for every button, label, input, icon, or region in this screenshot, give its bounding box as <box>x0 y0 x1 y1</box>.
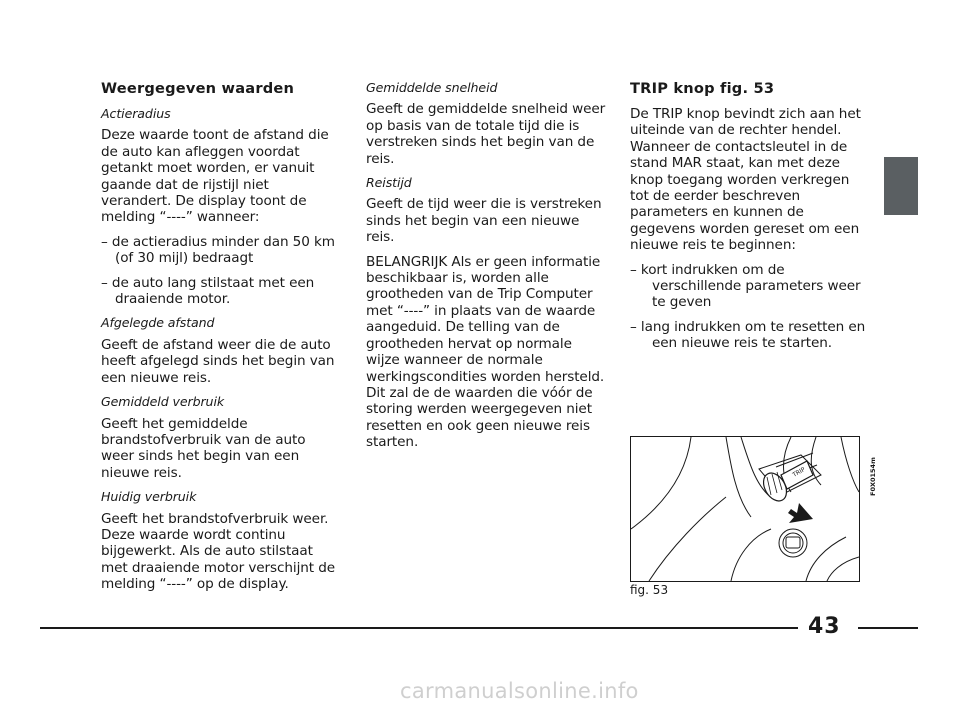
paragraph-huidig-verbruik: Geeft het brandstofverbruik weer. Deze waarde wordt continu bijgewerkt. Als de auto stilstaat met draaiende motor verschijnt de melding “----” op de display. <box>101 510 336 593</box>
figure-caption: fig. 53 <box>630 583 669 597</box>
paragraph-afgelegde-afstand: Geeft de afstand weer die de auto heeft afgelegd sinds het begin van een nieuwe reis. <box>101 336 335 386</box>
footer-rule-right <box>858 627 918 629</box>
paragraph-gemiddeld-verbruik: Geeft het gemiddelde brandstofverbruik van de auto weer sinds het begin van een nieuwe reis. <box>101 415 306 481</box>
watermark: carmanualsonline.info <box>400 679 639 703</box>
bullet-item: – de actieradius minder dan 50 km (of 30 mijl) bedraagt <box>101 233 335 267</box>
subheading-reistijd: Reistijd <box>366 175 412 191</box>
column-right <box>630 80 866 360</box>
subheading-gemiddelde-snelheid: Gemiddelde snelheid <box>366 80 498 95</box>
subheading-gemiddeld-verbruik: Gemiddeld verbruik <box>101 394 225 410</box>
bullet-item: – kort indrukken om de verschillende parameters weer te geven <box>630 261 861 311</box>
footer-rule-left <box>40 627 798 629</box>
subheading-afgelegde-afstand: Afgelegde afstand <box>101 315 215 331</box>
page-number: 43 <box>808 614 841 639</box>
column-left <box>101 80 341 601</box>
paragraph-actieradius: Deze waarde toont de afstand die de auto kan afleggen voordat getankt moet worden, er vanuit gaande dat de rijstijl niet verandert. De display toont de melding “----” wanneer: <box>101 127 329 226</box>
chapter-tab <box>884 157 918 215</box>
figure-code <box>866 438 878 498</box>
arrow-icon <box>788 503 813 523</box>
paragraph-reistijd: Geeft de tijd weer die is verstreken sinds het begin van een nieuwe reis. <box>366 196 602 246</box>
section-heading: Weergegeven waarden <box>101 80 295 97</box>
section-heading-trip: TRIP knop fig. 53 <box>630 80 775 97</box>
paragraph-belangrijk: BELANGRIJK Als er geen informatie beschikbaar is, worden alle grootheden van de Trip Computer met “----” in plaats van de waarde aangeduid. De telling van de grootheden hervat op normale wijze wanneer de normale werkingscondities worden hersteld. Dit zal de de waarden die vóór de storing werden weergegeven niet resetten en ook geen nieuwe reis starten. <box>366 253 605 451</box>
figure-code-text: F0X0154m <box>869 457 877 496</box>
bullet-item: – lang indrukken om te resetten en een nieuwe reis te starten. <box>630 318 866 352</box>
paragraph-gemiddelde-snelheid: Geeft de gemiddelde snelheid weer op basis van de totale tijd die is verstreken sinds het begin van de reis. <box>366 101 606 167</box>
column-middle <box>366 80 606 459</box>
figure-trip-button <box>630 436 860 582</box>
subheading-actieradius: Actieradius <box>101 106 171 121</box>
paragraph-trip: De TRIP knop bevindt zich aan het uiteinde van de rechter hendel. Wanneer de contactsleutel in de stand MAR staat, kan met deze knop toegang worden verkregen tot de eerder beschreven parameters en kunnen de gegevens worden gereset om een nieuwe reis te beginnen: <box>630 106 861 254</box>
trip-lever-illustration <box>631 437 859 581</box>
subheading-huidig-verbruik: Huidig verbruik <box>101 489 197 505</box>
bullet-item: – de auto lang stilstaat met een draaiende motor. <box>101 274 315 308</box>
trip-button-label: TRIP <box>791 466 807 479</box>
